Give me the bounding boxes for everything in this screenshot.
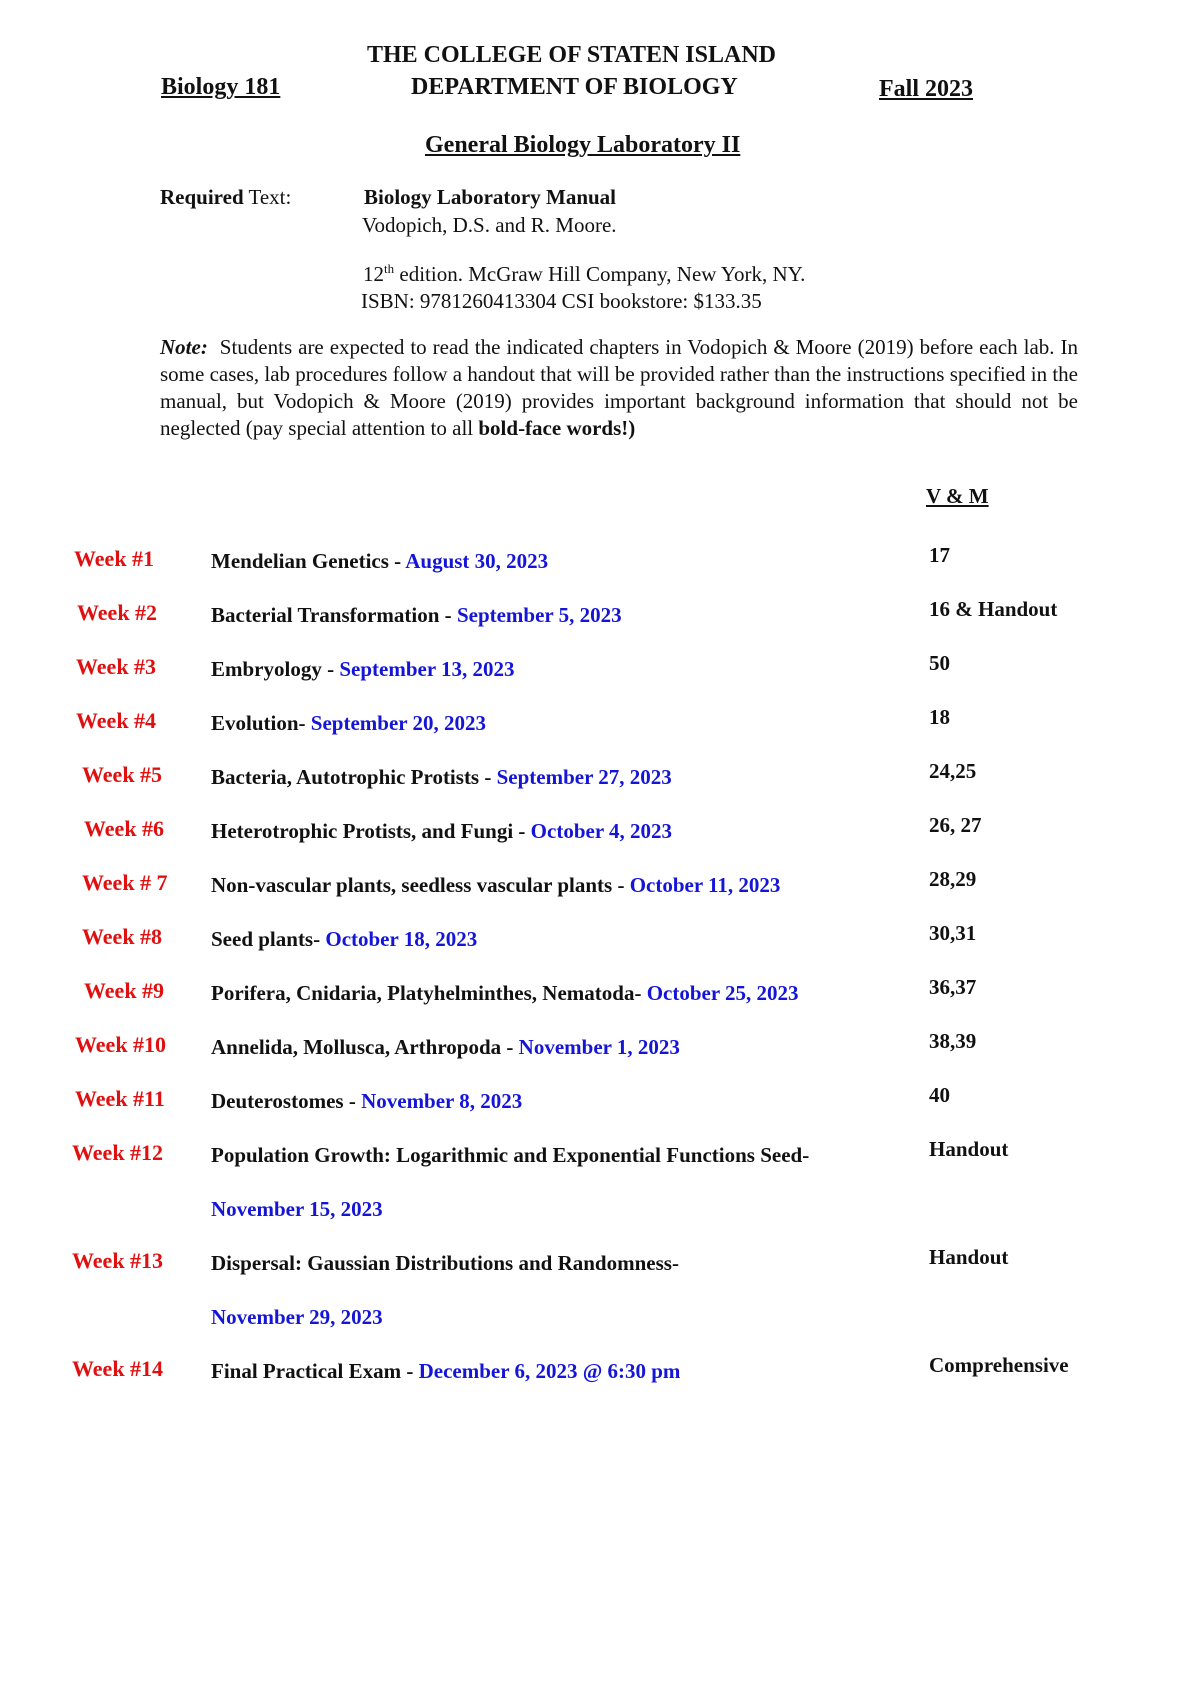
week-chapters: 38,39 (929, 1029, 977, 1053)
topic-text: Bacteria, Autotrophic Protists - (211, 765, 497, 789)
topic-text: Deuterostomes - (211, 1089, 362, 1113)
week-chapters: 26, 27 (929, 813, 982, 837)
required-text-label-rest: Text: (248, 185, 292, 209)
required-text-label-bold: Required (160, 185, 244, 209)
week-label: Week #4 (76, 708, 157, 733)
week-topic (211, 603, 622, 628)
week-label: Week #2 (77, 600, 158, 625)
week-topic (211, 1089, 522, 1114)
topic-text: Annelida, Mollusca, Arthropoda - (211, 1035, 519, 1059)
week-label: Week #1 (74, 546, 155, 571)
topic-text: Seed plants- (211, 927, 326, 951)
week-topic (211, 765, 672, 790)
vm-column-header: V & M (926, 484, 989, 508)
week-date: December 6, 2023 @ 6:30 pm (418, 1359, 681, 1383)
topic-text: Embryology - (211, 657, 340, 681)
week-topic (211, 1359, 680, 1384)
topic-text: Final Practical Exam - (211, 1359, 419, 1383)
week-date: November 1, 2023 (518, 1035, 680, 1059)
week-chapters: 17 (929, 543, 950, 567)
topic-text: Porifera, Cnidaria, Platyhelminthes, Nematoda- (211, 981, 647, 1005)
week-topic (211, 711, 486, 736)
week-date: November 8, 2023 (361, 1089, 523, 1113)
week-date: September 27, 2023 (496, 765, 672, 789)
week-label: Week #12 (72, 1140, 164, 1165)
book-edition (363, 261, 805, 287)
week-chapters: Handout (929, 1245, 1009, 1269)
course-title: General Biology Laboratory II (425, 132, 741, 158)
book-isbn: ISBN: 9781260413304 CSI bookstore: $133.35 (361, 289, 762, 313)
week-date: November 15, 2023 (211, 1197, 383, 1221)
topic-text: Dispersal: Gaussian Distributions and Randomness- (211, 1251, 679, 1275)
book-title: Biology Laboratory Manual (364, 185, 617, 209)
note-bold-tail: bold-face words!) (478, 416, 636, 440)
book-authors: Vodopich, D.S. and R. Moore. (362, 213, 617, 237)
college-name: THE COLLEGE OF STATEN ISLAND (367, 42, 776, 68)
topic-text: Bacterial Transformation - (211, 603, 457, 627)
required-text-label (160, 185, 291, 210)
week-chapters: 18 (929, 705, 950, 729)
week-topic (211, 981, 799, 1006)
week-chapters: 24,25 (929, 759, 977, 783)
week-date: October 4, 2023 (530, 819, 673, 843)
week-chapters: 40 (929, 1083, 950, 1107)
note-body: Students are expected to read the indicated chapters in Vodopich & Moore (2019) before each lab. In some cases, lab procedures follow a handout that will be provided rather than the instructions specified in the manual, but Vodopich & Moore (2019) provides important background information that should not be neglected (pay special attention to all (160, 335, 1079, 440)
topic-text: Non-vascular plants, seedless vascular plants - (211, 873, 630, 897)
week-chapters: 50 (929, 651, 950, 675)
week-date: October 11, 2023 (629, 873, 781, 897)
term: Fall 2023 (879, 76, 973, 102)
week-label: Week #10 (75, 1032, 167, 1057)
week-topic (211, 657, 515, 682)
week-label: Week #14 (72, 1356, 164, 1381)
week-date: September 13, 2023 (339, 657, 515, 681)
topic-text: Population Growth: Logarithmic and Exponential Functions Seed- (211, 1143, 810, 1167)
week-date: November 29, 2023 (211, 1305, 383, 1329)
topic-text: Evolution- (211, 711, 311, 735)
topic-text: Heterotrophic Protists, and Fungi - (211, 819, 531, 843)
week-label: Week #11 (75, 1086, 165, 1111)
department-name: DEPARTMENT OF BIOLOGY (411, 74, 738, 100)
week-date: October 18, 2023 (325, 927, 478, 951)
week-label: Week #8 (82, 924, 163, 949)
week-topic (211, 1251, 679, 1276)
week-topic (211, 1035, 680, 1060)
week-chapters: Handout (929, 1137, 1009, 1161)
week-topic (211, 549, 548, 574)
week-chapters: 30,31 (929, 921, 977, 945)
week-label: Week #6 (84, 816, 165, 841)
week-label: Week #3 (76, 654, 157, 679)
week-topic (211, 1143, 809, 1168)
week-topic (211, 927, 477, 952)
week-topic (211, 873, 780, 898)
week-date: September 5, 2023 (456, 603, 622, 627)
week-date: September 20, 2023 (310, 711, 486, 735)
topic-text: Mendelian Genetics - (211, 549, 406, 573)
week-label: Week #13 (72, 1248, 164, 1273)
note-label: Note: (160, 335, 208, 359)
week-label: Week #5 (82, 762, 163, 787)
week-date-line (211, 1197, 383, 1222)
week-chapters: Comprehensive (929, 1353, 1069, 1377)
note-paragraph (160, 334, 1078, 442)
edition-superscript: th (384, 261, 395, 276)
week-date-line (211, 1305, 383, 1330)
week-chapters: 36,37 (929, 975, 977, 999)
edition-publisher: edition. McGraw Hill Company, New York, NY. (394, 262, 806, 286)
week-date: August 30, 2023 (405, 549, 549, 573)
week-label: Week #9 (84, 978, 165, 1003)
week-date: October 25, 2023 (646, 981, 799, 1005)
course-code: Biology 181 (161, 74, 281, 100)
week-chapters: 16 & Handout (929, 597, 1058, 621)
week-topic (211, 819, 672, 844)
week-label: Week # 7 (82, 870, 168, 895)
week-chapters: 28,29 (929, 867, 977, 891)
edition-number: 12 (363, 262, 384, 286)
